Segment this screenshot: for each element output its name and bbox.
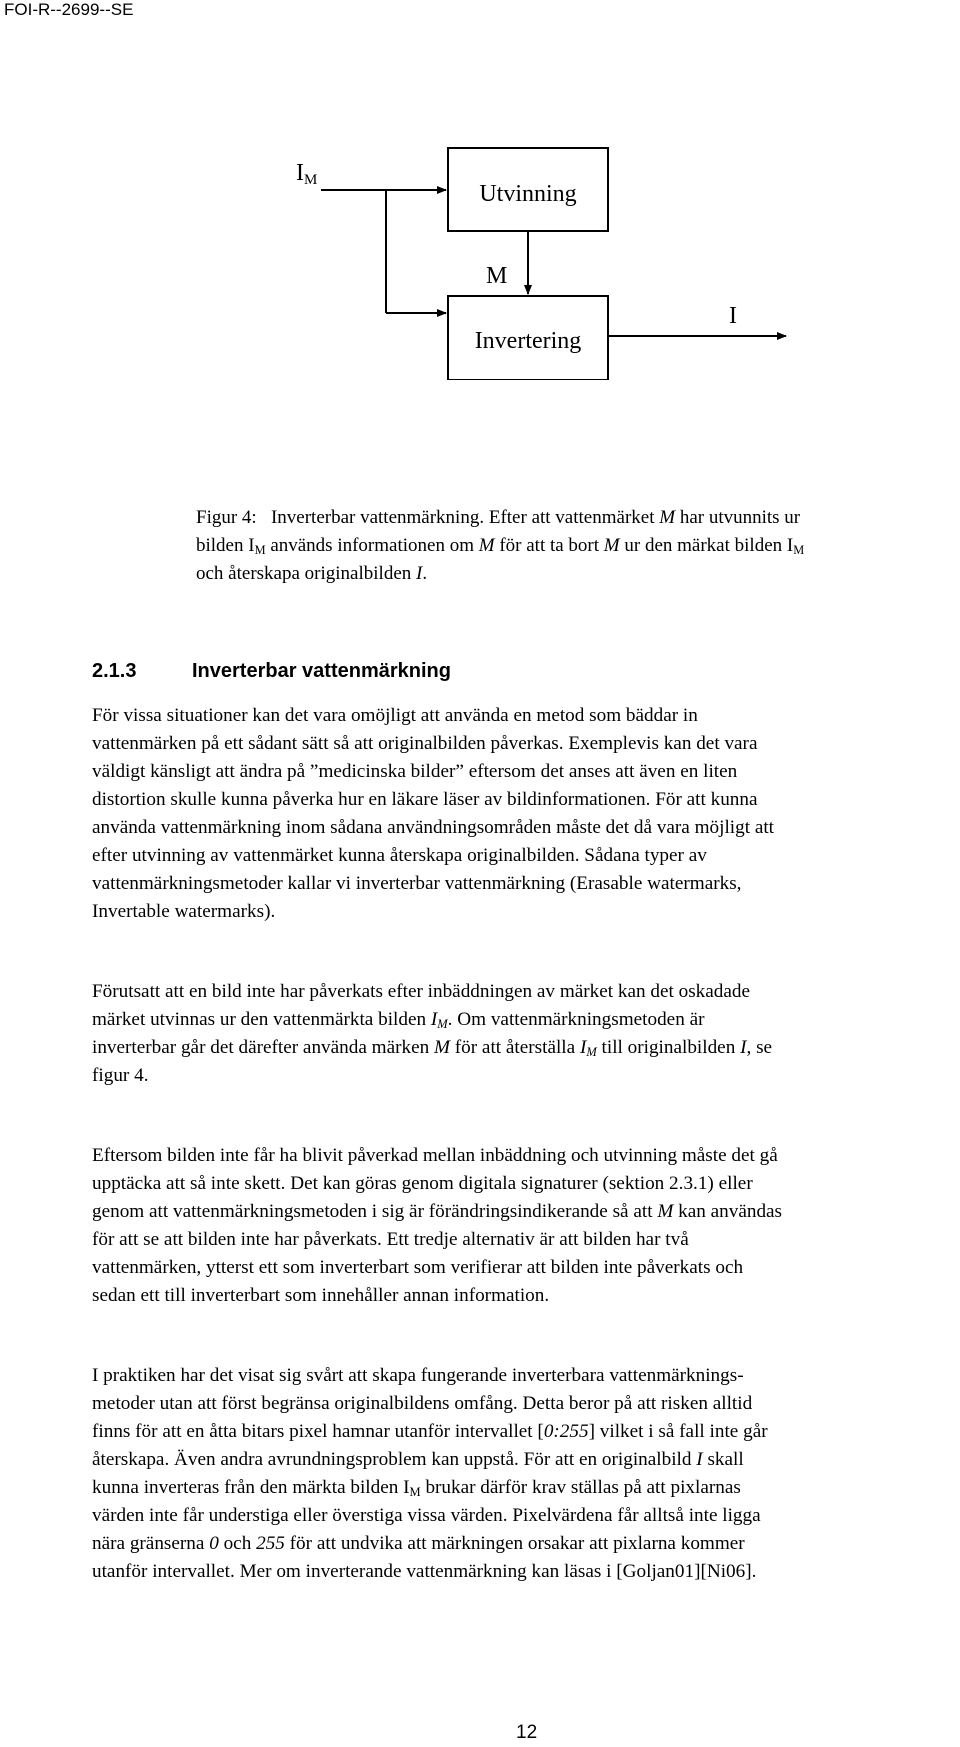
document-id: FOI-R--2699--SE	[4, 0, 134, 19]
section-title: Inverterbar vattenmärkning	[192, 660, 451, 682]
paragraph-4: I praktiken har det visat sig svårt att skapa fungerande inverterbara vattenmärknings- metoder utan att först begränsa originalbildens omfång. Detta beror på att risken alltid finns för att en åtta bitars pixel hamnar utanför intervallet [0:255] vilket i så fall inte går återskapa. Även andra avrundningsproblem kan uppstå. För att en originalbild I skall kunna inverteras från den märkta bilden $I_M$ brukar därför krav ställas på att pixlarnas värden inte får understiga eller överstiga vissa värden. Pixelvärdena får alltså inte ligga nära gränserna 0 och 255 för att undvika att märkningen orsakar att pixlarna kommer utanför intervallet. Mer om inverterande vattenmärkning kan läsas i [Goljan01][Ni06].	[92, 1365, 768, 1582]
extraction-label: Utvinning	[479, 181, 577, 207]
section-number: 2.1.3	[92, 660, 137, 682]
paragraph-1: För vissa situationer kan det vara omöjligt att använda en metod som bäddar in vattenmärken på ett sådant sätt så att originalbilden påverkas. Exemplevis kan det vara väldigt känsligt att ändra på ”medicinska bilder” eftersom det anses att även en liten distortion skulle kunna påverka hur en läkare läser av bildinformationen. För att kunna använda vattenmärkning inom sådana användningsområden måste det då vara möjligt att efter utvinning av vattenmärket kunna återskapa originalbilden. Sådana typer av vattenmärkningsmetoder kallar vi inverterbar vattenmärkning (Erasable watermarks, Invertable watermarks).	[92, 705, 775, 922]
input-label: IM	[296, 160, 318, 188]
page-number: 12	[516, 1722, 538, 1743]
output-label: I	[729, 303, 737, 329]
section-heading	[92, 660, 451, 683]
middle-label: M	[486, 263, 508, 289]
figure-diagram	[0, 0, 960, 380]
paragraph-2: Förutsatt att en bild inte har påverkats efter inbäddningen av märket kan det oskadade märket utvinnas ur den vattenmärkta bilden $I_M$. Om vattenmärkningsmetoden är inverterbar går det därefter använda märken M för att återställa $I_M$ till originalbilden I, se figur 4.	[92, 981, 773, 1086]
inversion-label: Invertering	[474, 328, 582, 354]
figure-caption: Figur 4: Inverterbar vattenmärkning. Efter att vattenmärket M har utvunnits ur bilden $I_M$ används informationen om M för att ta bort M ur den märkat bilden $I_M$ och återskapa originalbilden I.	[196, 507, 805, 584]
paragraph-3: Eftersom bilden inte får ha blivit påverkad mellan inbäddning och utvinning måste det gå upptäcka att så inte skett. Det kan göras genom digitala signaturer (sektion 2.3.1) eller genom att vattenmärkningsmetoden i sig är förändringsindikerande så att M kan användas för att se att bilden inte har påverkats. Ett tredje alternativ är att bilden har två vattenmärken, ytterst ett som inverterbart som verifierar att bilden inte påverkats och sedan ett till inverterbart som innehåller annan information.	[92, 1145, 783, 1306]
